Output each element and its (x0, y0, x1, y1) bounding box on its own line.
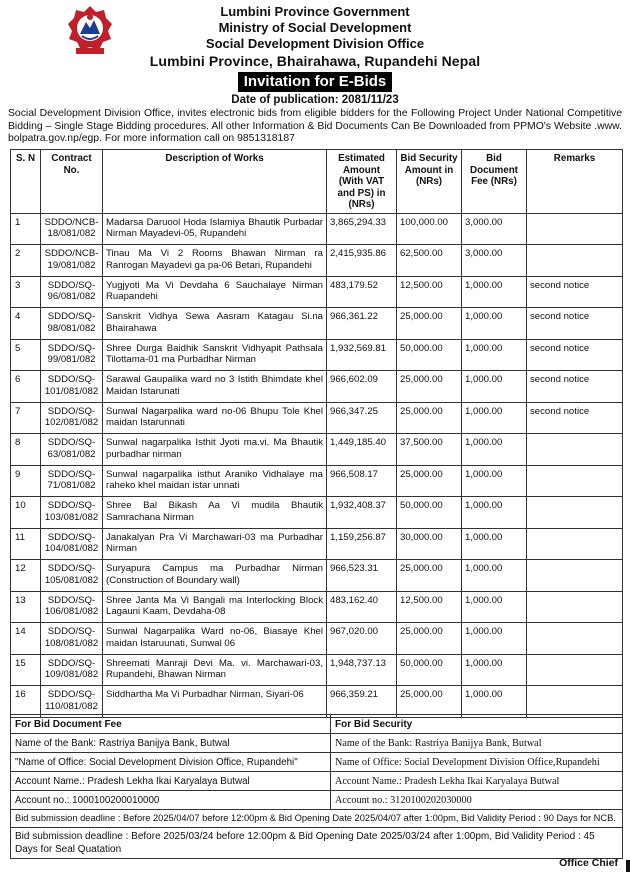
cell-sn: 16 (11, 686, 41, 718)
cell-contract: SDDO/SQ-104/081/082 (41, 528, 103, 560)
cell-amount: 3,865,294.33 (327, 213, 397, 245)
fee-account-number: Account no.: 1000100200010000 (11, 791, 331, 810)
cell-remarks: second notice (527, 308, 623, 340)
cell-contract: SDDO/SQ-109/081/082 (41, 654, 103, 686)
fee-bank-name: Name of the Bank: Rastriya Banijya Bank, Butwal (11, 734, 331, 753)
cell-security: 100,000.00 (397, 213, 462, 245)
cell-remarks: second notice (527, 371, 623, 403)
cell-sn: 7 (11, 402, 41, 434)
cell-fee: 1,000.00 (462, 371, 527, 403)
payment-details-table (10, 714, 623, 859)
security-account-number: Account no.: 3120100202030000 (331, 791, 623, 810)
table-row (11, 276, 623, 308)
cell-desc: Sarawal Gaupalika ward no 3 Istith Bhimdate khel Maidan Istarunati (103, 371, 327, 403)
table-row (11, 654, 623, 686)
cell-fee: 1,000.00 (462, 591, 527, 623)
cell-fee: 1,000.00 (462, 276, 527, 308)
cell-sn: 12 (11, 560, 41, 592)
cell-amount: 966,359.21 (327, 686, 397, 718)
cell-amount: 1,948,737.13 (327, 654, 397, 686)
cell-remarks (527, 465, 623, 497)
cell-desc: Sanskrit Vidhya Sewa Aasram Katagau Si.na Bhairahawa (103, 308, 327, 340)
security-bank-name: Name of the Bank: Rastriya Banijya Bank, Butwal (331, 734, 623, 753)
cell-sn: 4 (11, 308, 41, 340)
cell-desc: Janakalyan Pra Vi Marchawari-03 ma Purbadhar Nirman (103, 528, 327, 560)
cell-sn: 3 (11, 276, 41, 308)
cell-security: 25,000.00 (397, 465, 462, 497)
cell-fee: 1,000.00 (462, 308, 527, 340)
cell-desc: Suryapura Campus ma Purbadhar Nirman (Construction of Boundary wall) (103, 560, 327, 592)
table-row (11, 497, 623, 529)
fee-account-name: Account Name.: Pradesh Lekha Ikai Karyalaya Butwal (11, 772, 331, 791)
cell-remarks (527, 623, 623, 655)
cell-contract: SDDO/NCB-18/081/082 (41, 213, 103, 245)
cell-contract: SDDO/SQ-106/081/082 (41, 591, 103, 623)
cell-contract: SDDO/SQ-102/081/082 (41, 402, 103, 434)
cell-sn: 15 (11, 654, 41, 686)
signature-office-chief: Office Chief (559, 857, 618, 869)
scan-edge-mark (626, 860, 630, 872)
bid-fee-heading: For Bid Document Fee (11, 715, 331, 734)
cell-remarks: second notice (527, 402, 623, 434)
publication-date: Date of publication: 2081/11/23 (231, 94, 399, 106)
cell-sn: 14 (11, 623, 41, 655)
table-row (11, 308, 623, 340)
cell-contract: SDDO/SQ-108/081/082 (41, 623, 103, 655)
column-header: Estimated Amount (With VAT and PS) in (NRs) (327, 150, 397, 214)
cell-fee: 1,000.00 (462, 528, 527, 560)
cell-amount: 967,020.00 (327, 623, 397, 655)
cell-contract: SDDO/SQ-96/081/082 (41, 276, 103, 308)
cell-security: 25,000.00 (397, 371, 462, 403)
cell-fee: 1,000.00 (462, 339, 527, 371)
cell-remarks (527, 560, 623, 592)
cell-security: 62,500.00 (397, 245, 462, 277)
security-account-name: Account Name.: Pradesh Lekha Ikai Karyalaya Butwal (331, 772, 623, 791)
table-row (11, 371, 623, 403)
cell-amount: 966,361.22 (327, 308, 397, 340)
cell-fee: 3,000.00 (462, 213, 527, 245)
cell-contract: SDDO/SQ-103/081/082 (41, 497, 103, 529)
cell-amount: 2,415,935.86 (327, 245, 397, 277)
cell-fee: 1,000.00 (462, 654, 527, 686)
cell-desc: Madarsa Daruool Hoda Islamiya Bhautik Purbadar Nirman Mayadevi-05, Rupandehi (103, 213, 327, 245)
column-header: S. N (11, 150, 41, 214)
cell-amount: 966,508.17 (327, 465, 397, 497)
cell-amount: 1,932,569.81 (327, 339, 397, 371)
cell-sn: 9 (11, 465, 41, 497)
cell-contract: SDDO/SQ-99/081/082 (41, 339, 103, 371)
cell-amount: 966,347.25 (327, 402, 397, 434)
cell-amount: 483,179.52 (327, 276, 397, 308)
cell-desc: Sunwal Nagarpalika Ward no-06, Biasaye Khel maidan Istaruunati, Sunwal 06 (103, 623, 327, 655)
cell-security: 25,000.00 (397, 623, 462, 655)
cell-remarks (527, 654, 623, 686)
office-address: Lumbini Province, Bhairahawa, Rupandehi Nepal (149, 53, 481, 69)
column-header: Contract No. (41, 150, 103, 214)
cell-security: 25,000.00 (397, 402, 462, 434)
cell-amount: 483,162.40 (327, 591, 397, 623)
cell-remarks: second notice (527, 339, 623, 371)
cell-contract: SDDO/SQ-101/081/082 (41, 371, 103, 403)
cell-fee: 3,000.00 (462, 245, 527, 277)
table-row (11, 591, 623, 623)
intro-paragraph: Social Development Division Office, invites electronic bids from eligible bidders for the Following Project Under National Competitive Bidding – Single Stage Bidding procedures. All other Information & Bid Documents Can Be Downloaded from PPMO's Website .www. bolpatra.gov.np/egp. For more information call on 9851318187 (8, 108, 622, 145)
cell-security: 12,500.00 (397, 591, 462, 623)
cell-fee: 1,000.00 (462, 686, 527, 718)
table-row (11, 623, 623, 655)
column-header: Remarks (527, 150, 623, 214)
cell-desc: Sunwal nagarpalika isthut Araniko Vidhalaye ma raheko khel maidan istar unnati (103, 465, 327, 497)
sq-deadline: Bid submission deadline : Before 2025/03/24 before 12:00pm & Bid Opening Date 2025/03/24 after 1:00pm, Bid Validity Period : 45 Days for Seal Quatation (11, 828, 623, 859)
cell-remarks (527, 497, 623, 529)
cell-remarks (527, 434, 623, 466)
cell-remarks (527, 213, 623, 245)
cell-security: 25,000.00 (397, 686, 462, 718)
cell-desc: Shreemati Manraji Devi Ma. vi. Marchawari-03, Rupandehi, Bhawan Nirman (103, 654, 327, 686)
cell-remarks (527, 245, 623, 277)
cell-sn: 6 (11, 371, 41, 403)
cell-fee: 1,000.00 (462, 623, 527, 655)
government-name: Lumbini Province Government (220, 4, 410, 19)
cell-desc: Yugjyoti Ma Vi Devdaha 6 Sauchalaye Nirman Ruapandehi (103, 276, 327, 308)
cell-amount: 966,523.31 (327, 560, 397, 592)
cell-security: 25,000.00 (397, 308, 462, 340)
cell-sn: 2 (11, 245, 41, 277)
table-row (11, 560, 623, 592)
ncb-deadline: Bid submission deadline : Before 2025/04/07 before 12:00pm & Bid Opening Date 2025/04/07 after 1:00pm, Bid Validity Period : 90 Days for NCB. (11, 810, 623, 828)
bid-works-table (10, 149, 623, 718)
cell-amount: 1,159,256.87 (327, 528, 397, 560)
column-header: Bid Security Amount in (NRs) (397, 150, 462, 214)
column-header: Description of Works (103, 150, 327, 214)
cell-desc: Shree Janta Ma Vi Bangali ma Interlocking Block Lagauni Kaam, Devdaha-08 (103, 591, 327, 623)
cell-sn: 5 (11, 339, 41, 371)
cell-amount: 1,932,408.37 (327, 497, 397, 529)
cell-fee: 1,000.00 (462, 560, 527, 592)
cell-contract: SDDO/SQ-63/081/082 (41, 434, 103, 466)
cell-desc: Sunwal nagarpalika Isthit Jyoti ma.vi. Ma Bhautik purbadhar nirman (103, 434, 327, 466)
security-office-name: Name of Office: Social Development Division Office,Rupandehi (331, 753, 623, 772)
cell-amount: 966,602.09 (327, 371, 397, 403)
cell-remarks: second notice (527, 276, 623, 308)
table-row (11, 434, 623, 466)
notice-header (0, 0, 630, 92)
cell-fee: 1,000.00 (462, 497, 527, 529)
table-row (11, 213, 623, 245)
cell-fee: 1,000.00 (462, 465, 527, 497)
cell-security: 50,000.00 (397, 497, 462, 529)
fee-office-name: "Name of Office: Social Development Division Office, Rupandehi" (11, 753, 331, 772)
cell-security: 50,000.00 (397, 339, 462, 371)
cell-security: 50,000.00 (397, 654, 462, 686)
cell-sn: 10 (11, 497, 41, 529)
cell-security: 37,500.00 (397, 434, 462, 466)
cell-sn: 13 (11, 591, 41, 623)
cell-desc: Siddhartha Ma Vi Purbadhar Nirman, Siyari-06 (103, 686, 327, 718)
cell-security: 25,000.00 (397, 560, 462, 592)
table-row (11, 339, 623, 371)
cell-contract: SDDO/SQ-71/081/082 (41, 465, 103, 497)
cell-desc: Sunwal Nagarpalika ward no-06 Bhupu Tole Khel maidan Istarunnati (103, 402, 327, 434)
table-row (11, 245, 623, 277)
cell-amount: 1,449,185.40 (327, 434, 397, 466)
ministry-name: Ministry of Social Development (218, 20, 412, 35)
table-row (11, 402, 623, 434)
cell-fee: 1,000.00 (462, 434, 527, 466)
cell-fee: 1,000.00 (462, 402, 527, 434)
cell-contract: SDDO/SQ-105/081/082 (41, 560, 103, 592)
cell-contract: SDDO/NCB-19/081/082 (41, 245, 103, 277)
notice-title: Invitation for E-Bids (238, 72, 393, 92)
cell-security: 30,000.00 (397, 528, 462, 560)
cell-sn: 8 (11, 434, 41, 466)
cell-contract: SDDO/SQ-110/081/082 (41, 686, 103, 718)
cell-remarks (527, 591, 623, 623)
column-header: Bid Document Fee (NRs) (462, 150, 527, 214)
cell-sn: 1 (11, 213, 41, 245)
cell-remarks (527, 686, 623, 718)
bid-security-heading: For Bid Security (331, 715, 623, 734)
table-row (11, 465, 623, 497)
cell-desc: Shree Durga Baidhik Sanskrit Vidhyapit Pathsala Tilottama-01 ma Purbadhar Nirman (103, 339, 327, 371)
cell-remarks (527, 528, 623, 560)
cell-security: 12,500.00 (397, 276, 462, 308)
cell-desc: Shree Bal Bikash Aa Vi mudila Bhautik Samrachana Nirman (103, 497, 327, 529)
cell-desc: Tinau Ma Vi 2 Rooms Bhawan Nirman ra Ranrogan Mayadevi ga pa-06 Betari, Rupandehi (103, 245, 327, 277)
cell-sn: 11 (11, 528, 41, 560)
table-row (11, 528, 623, 560)
table-header-row (11, 150, 623, 214)
table-row (11, 686, 623, 718)
office-name: Social Development Division Office (205, 36, 425, 51)
cell-contract: SDDO/SQ-98/081/082 (41, 308, 103, 340)
